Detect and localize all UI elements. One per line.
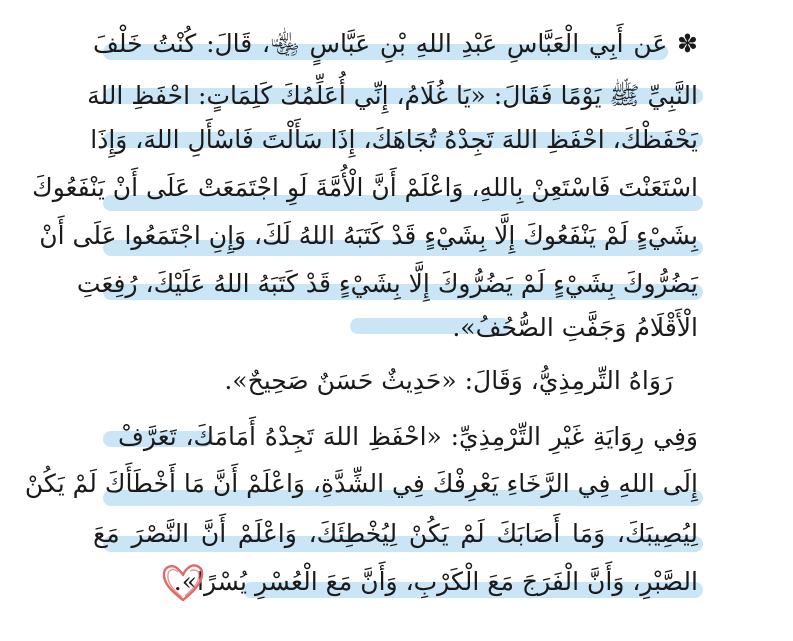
hadith-line: بِشَيْءٍ لَمْ يَنْفَعُوكَ إِلَّا بِشَيْءٍ قَدْ كَتَبَهُ اللهُ لَكَ، وَإِنِ اجْتَمَعُوا عَلَى أَنْ [39,221,698,250]
narration-line: رَوَاهُ التِّرمِذِيُّ، وَقَالَ: «حَدِيثٌ حَسَنٌ صَحِيحٌ». [224,366,673,395]
heart-doodle-icon [160,560,206,604]
hadith-line: ✽ عَن أَبِي الْعَبَّاسِ عَبْدِ اللهِ بْنِ عَبَّاسٍ ﵄، قَالَ: كُنْتُ خَلْفَ [93,29,698,58]
hadith-line: يَضُرُّوكَ بِشَيْءٍ لَمْ يَضُرُّوكَ إِلَّا بِشَيْءٍ قَدْ كَتَبَهُ اللهُ عَلَيْكَ، رُفِعَتِ [76,269,698,298]
hadith-line: النَّبِيِّ ﷺ يَوْمًا فَقَالَ: «يَا غُلَامُ، إِنِّي أُعَلِّمُكَ كَلِمَاتٍ: احْفَظِ اللهَ [87,81,698,110]
hadith-line: يَحْفَظْكَ، احْفَظِ اللهَ تَجِدْهُ تُجَاهَكَ، إِذَا سَأَلْتَ فَاسْأَلِ اللهَ، وَإِذَا [90,125,698,154]
hadith-line: اسْتَعَنْتَ فَاسْتَعِنْ بِاللهِ، وَاعْلَمْ أَنَّ الْأُمَّةَ لَوِ اجْتَمَعَتْ عَلَى أَنْ يَنْفَعُوكَ [32,173,698,202]
narration-variant-line: وَفِي رِوَايَةِ غَيْرِ التِّرْمِذِيِّ: «احْفَظِ اللهَ تَجِدْهُ أَمَامَكَ، تَعَرَّفْ [118,422,698,451]
hadith-line: الْأَقْلَامُ وَجَفَّتِ الصُّحُفُ». [452,313,698,342]
narration-variant-line: لِيُصِيبَكَ، وَمَا أَصَابَكَ لَمْ يَكُنْ لِيُخْطِئَكَ، وَاعْلَمْ أَنَّ النَّصْرَ مَعَ [93,519,698,548]
narration-variant-line: الصَّبْرِ، وَأَنَّ الْفَرَجَ مَعَ الْكَرْبِ، وَأَنَّ مَعَ الْعُسْرِ يُسْرًا». [173,567,698,596]
narration-variant-line: إِلَى اللهِ فِي الرَّخَاءِ يَعْرِفْكَ فِي الشِّدَّةِ، وَاعْلَمْ أَنَّ مَا أَخْطَأَكَ لَمْ يَكُنْ [24,469,698,498]
